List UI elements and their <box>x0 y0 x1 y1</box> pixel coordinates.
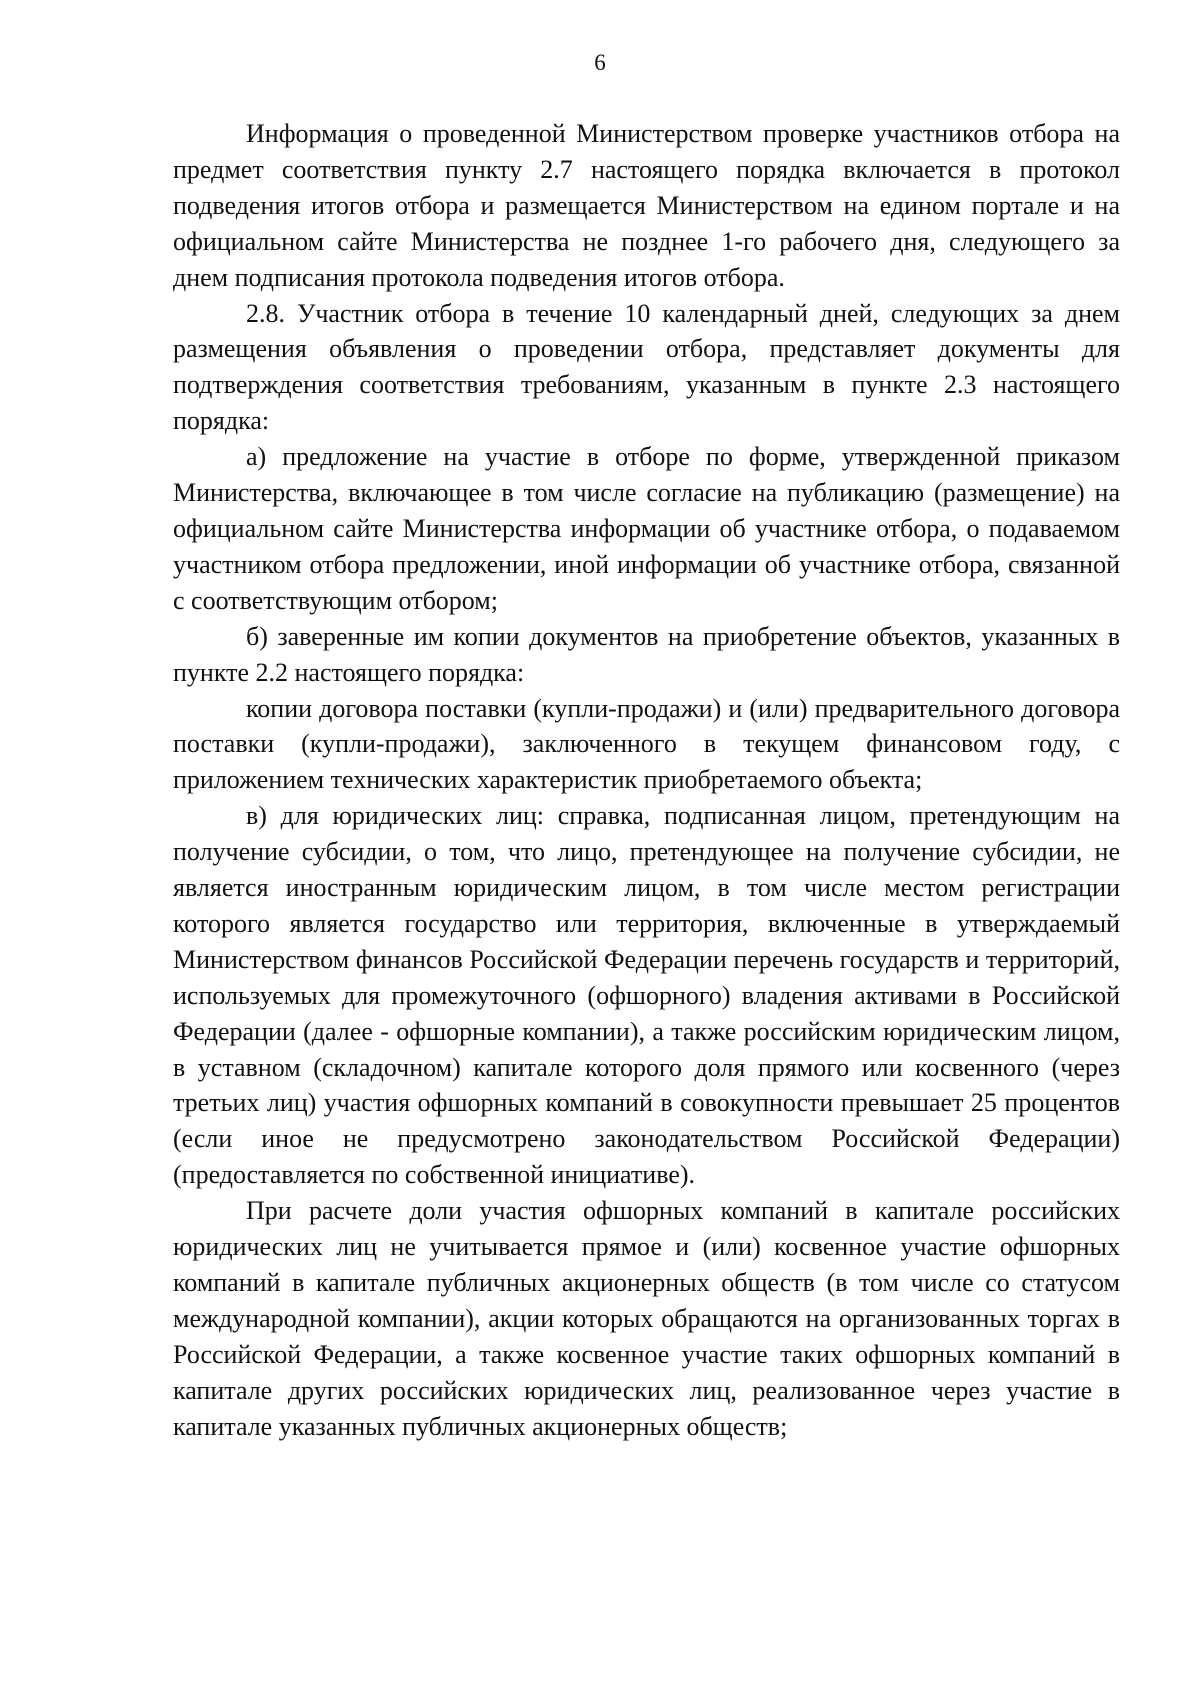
document-body <box>173 116 1120 1445</box>
paragraph-contract-copies: копии договора поставки (купли-продажи) и (или) предварительного договора поставки (купли-продажи), заключенного в текущем финансовом году, с приложением технических характеристик приобретаемого объекта; <box>173 693 1120 795</box>
paragraph-offshore-share: При расчете доли участия офшорных компаний в капитале российских юридических лиц не учитывается прямое и (или) косвенное участие офшорных компаний в капитале публичных акционерных обществ (в том числе со статусом международной компании), акции которых обращаются на организованных торгах в Российской Федерации, а также косвенное участие таких офшорных компаний в капитале других российских юридических лиц, реализованное через участие в капитале указанных публичных акционерных обществ; <box>173 1196 1120 1441</box>
paragraph-item-a: а) предложение на участие в отборе по форме, утвержденной приказом Министерства, включающее в том числе согласие на публикацию (размещение) на официальном сайте Министерства информации об участнике отбора, о подаваемом участником отбора предложении, иной информации об участнике отбора, связанной с соответствующим отбором; <box>173 442 1120 615</box>
page-number: 6 <box>594 50 606 75</box>
paragraph-2-8: 2.8. Участник отбора в течение 10 календарный дней, следующих за днем размещения объявления о проведении отбора, представляет документы для подтверждения соответствия требованиям, указанным в пункте 2.3 настоящего порядка: <box>173 298 1120 436</box>
paragraph-item-v: в) для юридических лиц: справка, подписанная лицом, претендующим на получение субсидии, о том, что лицо, претендующее на получение субсидии, не является иностранным юридическим лицом, в том числе местом регистрации которого является государство или территория, включенные в утверждаемый Министерством финансов Российской Федерации перечень государств и территорий, используемых для промежуточного (офшорного) владения активами в Российской Федерации (далее - офшорные компании), а также российским юридическим лицом, в уставном (складочном) капитале которого доля прямого или косвенного (через третьих лиц) участия офшорных компаний в совокупности превышает 25 процентов (если иное не предусмотрено законодательством Российской Федерации) (предоставляется по собственной инициативе). <box>173 801 1120 1190</box>
paragraph-item-b: б) заверенные им копии документов на приобретение объектов, указанных в пункте 2.2 настоящего порядка: <box>173 621 1120 687</box>
paragraph-verification-info: Информация о проведенной Министерством проверке участников отбора на предмет соответствия пункту 2.7 настоящего порядка включается в протокол подведения итогов отбора и размещается Министерством на едином портале и на официальном сайте Министерства не позднее 1-го рабочего дня, следующего за днем подписания протокола подведения итогов отбора. <box>173 119 1120 292</box>
